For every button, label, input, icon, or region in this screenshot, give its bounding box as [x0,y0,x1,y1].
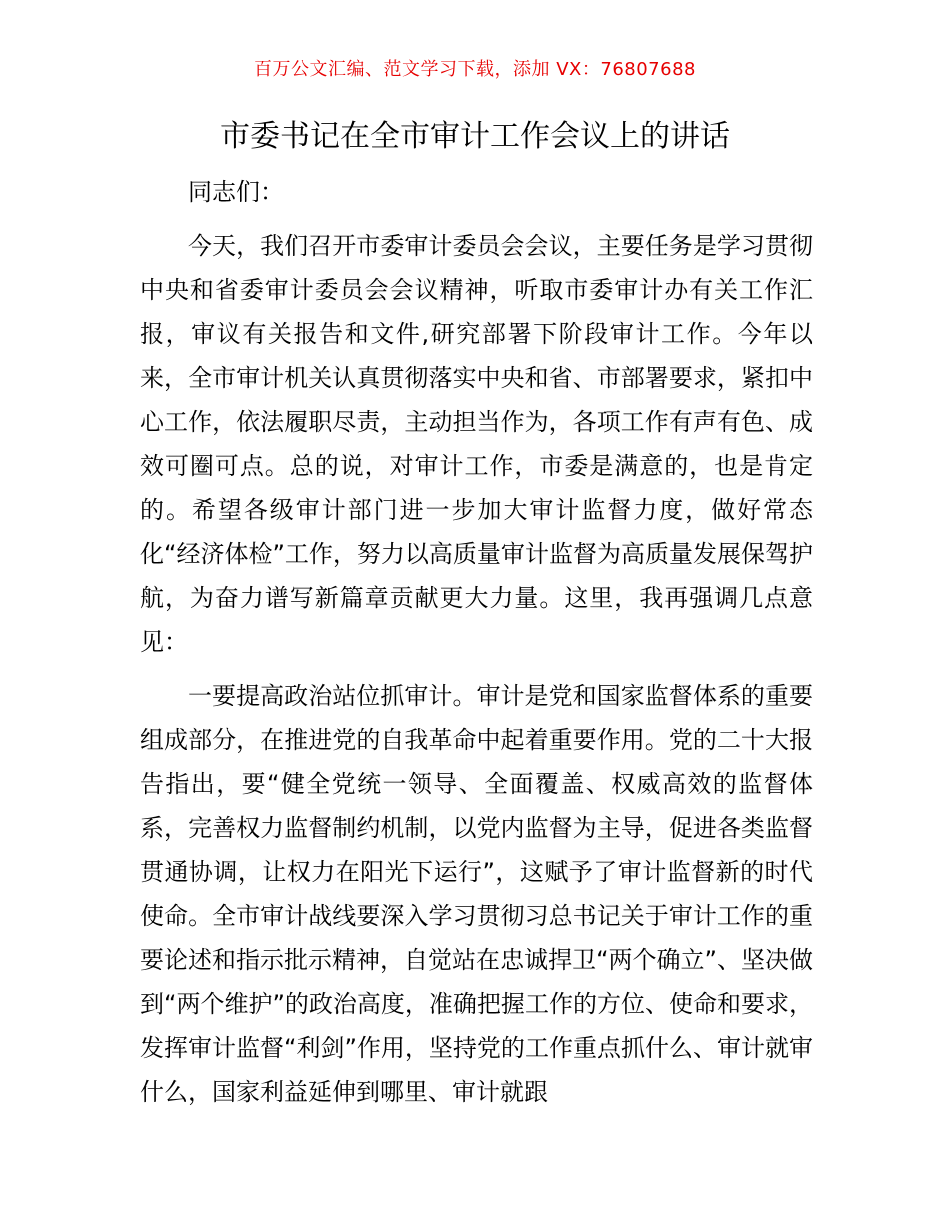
paragraph-point-one: 一要提高政治站位抓审计。审计是党和国家监督体系的重要组成部分，在推进党的自我革命中起着重要作用。党的二十大报告指出，要“健全党统一领导、全面覆盖、权威高效的监督体系，完善权力监督制约机制，以党内监督为主导，促进各类监督贯通协调，让权力在阳光下运行”，这赋予了审计监督新的时代使命。全市审计战线要深入学习贯彻习总书记关于审计工作的重要论述和指示批示精神，自觉站在忠诚捍卫“两个确立”、坚决做到“两个维护”的政治高度，准确把握工作的方位、使命和要求，发挥审计监督“利剑”作用，坚持党的工作重点抓什么、审计就审什么，国家利益延伸到哪里、审计就跟 [140,682,813,1106]
salutation: 同志们： [188,178,284,206]
paragraph-intro: 今天，我们召开市委审计委员会会议，主要任务是学习贯彻中央和省委审计委员会会议精神，听取市委审计办有关工作汇报，审议有关报告和文件,研究部署下阶段审计工作。今年以来，全市审计机关认真贯彻落实中央和省、市部署要求，紧扣中心工作，依法履职尽责，主动担当作为，各项工作有声有色、成效可圈可点。总的说，对审计工作，市委是满意的，也是肯定的。希望各级审计部门进一步加大审计监督力度，做好常态化“经济体检”工作，努力以高质量审计监督为高质量发展保驾护航，为奋力谱写新篇章贡献更大力量。这里，我再强调几点意见： [140,232,813,656]
document-body [140,170,813,1124]
document-title: 市委书记在全市审计工作会议上的讲话 [220,119,730,154]
header-banner: 百万公文汇编、范文学习下载，添加 VX：76807688 [254,59,696,80]
